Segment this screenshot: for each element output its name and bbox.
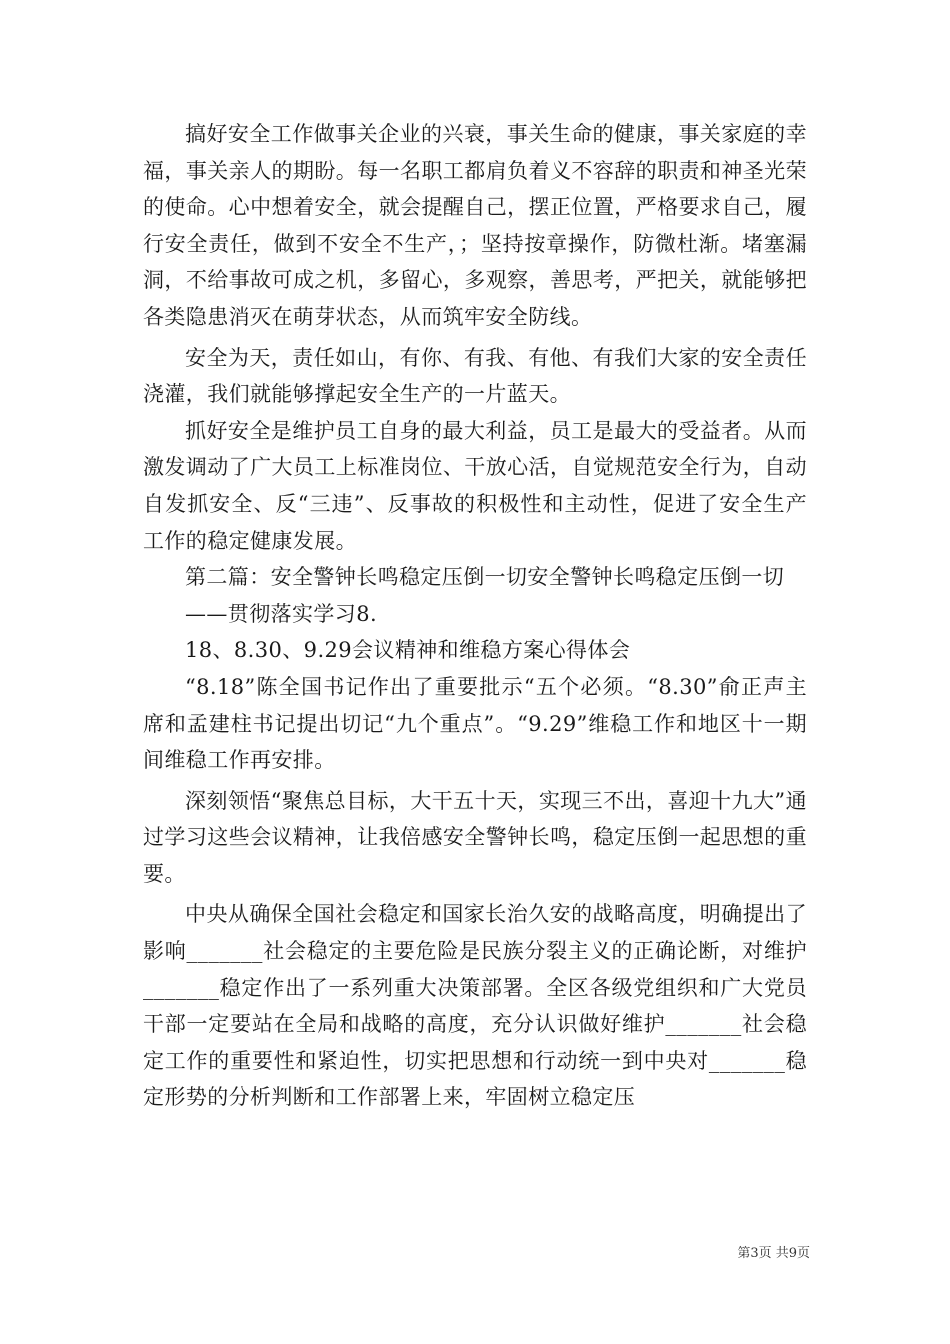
paragraph-safety-responsibility: 安全为天，责任如山，有你、有我、有他、有我们大家的安全责任浇灌，我们就能够撑起安全生产的一片蓝天。	[143, 345, 807, 407]
paragraph-central-strategy: 中央从确保全国社会稳定和国家长治久安的战略高度，明确提出了影响_______社会稳定的主要危险是民族分裂主义的正确论断，对维护_______稳定作出了一系列重大决策部署。全区各级党组织和广大党员干部一定要站在全局和战略的高度，充分认识做好维护_______社会稳定工作的重要性和紧迫性，切实把思想和行动统一到中央对_______稳定形势的分析判断和工作部署上来，牢固树立稳定压	[143, 902, 807, 1110]
paragraph-meeting-instructions: “8.18”陈全国书记作出了重要批示“五个必须。“8.30”俞正声主席和孟建柱书记提出切记“九个重点”。“9.29”维稳工作和地区十一期间维稳工作再安排。	[143, 674, 807, 773]
paragraph-subtitle-line-2: 18、8.30、9.29会议精神和维稳方案心得体会	[185, 638, 631, 663]
page-number: 第3页 共9页	[737, 1246, 810, 1261]
paragraph-employee-benefit: 抓好安全是维护员工自身的最大利益，员工是最大的受益者。从而激发调动了广大员工上标准岗位、干放心活，自觉规范安全行为，自动自发抓安全、反“三违”、反事故的积极性和主动性，促进了安全生产工作的稳定健康发展。	[143, 418, 807, 553]
paragraph-second-article-title: 第二篇：安全警钟长鸣稳定压倒一切安全警钟长鸣稳定压倒一切	[185, 565, 785, 590]
paragraph-subtitle-line-1: ——贯彻落实学习8.	[185, 601, 378, 626]
paragraph-study-reflection: 深刻领悟“聚焦总目标，大干五十天，实现三不出，喜迎十九大”通过学习这些会议精神，让我倍感安全警钟长鸣，稳定压倒一起思想的重要。	[143, 788, 807, 886]
document-body	[143, 116, 807, 1116]
paragraph-safety-importance: 搞好安全工作做事关企业的兴衰，事关生命的健康，事关家庭的幸福，事关亲人的期盼。每一名职工都肩负着义不容辞的职责和神圣光荣的使命。心中想着安全，就会提醒自己，摆正位置，严格要求自己，履行安全责任，做到不安全不生产，；坚持按章操作，防微杜渐。堵塞漏洞，不给事故可成之机，多留心，多观察，善思考，严把关，就能够把各类隐患消灭在萌芽状态，从而筑牢安全防线。	[143, 122, 807, 329]
